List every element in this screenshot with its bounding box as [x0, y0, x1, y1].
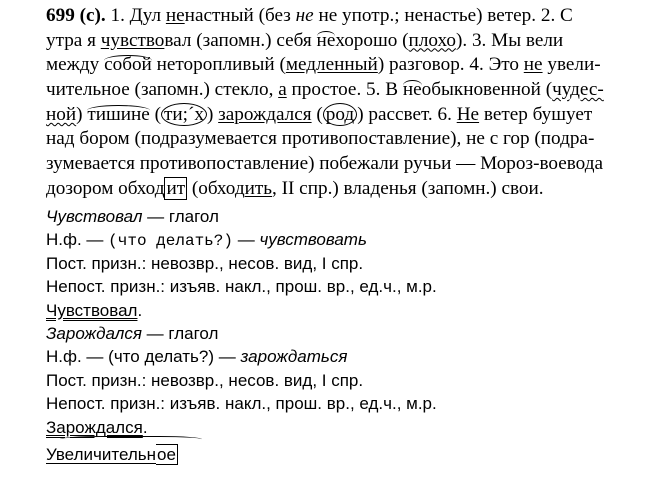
analysis-w1-head: Чувствовал — глагол	[46, 207, 219, 226]
synonym-medlenny: медленный	[285, 54, 378, 76]
prefix-ne: не	[165, 5, 185, 26]
morphological-analysis	[46, 205, 646, 466]
ending-box: ое	[157, 444, 176, 464]
exercise-line-6: над бором (подразумевается противопоставление), не с гор (подра-	[46, 128, 595, 150]
analysis-w2-nf: Н.ф. — (что делать?) — зарождаться	[46, 347, 348, 367]
conjunction-a: а	[278, 79, 287, 101]
prefix-ne-neobyknovennoy: не	[403, 78, 422, 103]
analysis-w2-head: Зарождался — глагол	[46, 323, 219, 343]
particle-ne: не	[523, 54, 543, 76]
morpheme-analysis	[46, 443, 646, 466]
analysis-w2-const: Пост. призн.: невозвр., несов. вид, I спр.	[46, 370, 364, 390]
synonym-chudesnoy-1: чудес-	[552, 79, 604, 101]
synonym-chudesnoy-2: ной	[46, 103, 77, 125]
particle-ne-veter: Не	[456, 103, 480, 125]
root-chuvstvo: чувство	[100, 29, 165, 51]
morpheme-word: Увеличительное	[46, 443, 178, 466]
analysis-w1-word: Чувствовал	[46, 207, 143, 226]
suffix-it: ить	[244, 177, 273, 199]
analysis-w1-role: Чувствовал.	[46, 300, 143, 320]
analysis-w2-word: Зарождался	[46, 323, 142, 343]
exercise-line-3: между собой неторопливый (медленный) разговор. 4. Это не увели-	[46, 53, 646, 78]
exercise-line-4: чительное (запомн.) стекло, а простое. 5. В необыкновенной (чудес-	[46, 78, 646, 103]
exercise-line-5: ной) тишине ( ти;´х ) зарождался ( род ) рассвет. 6. Не ветер бушует	[46, 103, 646, 128]
analysis-w1-const: Пост. призн.: невозвр., несов. вид, I спр.	[46, 253, 364, 273]
analysis-w1-nf: Н.ф. — (что делать?) — чувствовать	[46, 230, 367, 251]
exercise-line-1: 699 (с). 1. Дул ненастный (без не не употр.; ненастье) ветер. 2. С	[46, 5, 573, 26]
word-soboy: собой	[104, 53, 152, 78]
ending-it: ит	[166, 177, 186, 199]
analysis-w2-role: Зарождался.	[46, 417, 148, 437]
exercise-number: 699 (с).	[46, 5, 106, 26]
analysis-w2-nonconst: Непост. призн.: изъяв. накл., прош. вр., ед.ч., м.р.	[46, 394, 437, 414]
exercise-text	[46, 4, 646, 202]
root-tishine: тишине	[87, 103, 149, 128]
exercise-line-2: утра я чувствовал (запомн.) себя нехорошо (плохо). 3. Мы вели	[46, 29, 646, 54]
prefix-ne-marked: не	[317, 29, 336, 54]
exercise-line-7: зумевается противопоставление) побежали ручьи — Мороз-воевода	[46, 153, 603, 175]
check-word-rod: род	[323, 103, 357, 126]
verb-zarozhdalsya: зарождался	[218, 103, 312, 125]
check-word-tikh: ти;´х	[161, 103, 207, 126]
analysis-w1-nonconst: Непост. призн.: изъяв. накл., прош. вр., ед.ч., м.р.	[46, 277, 437, 297]
exercise-line-8: дозором обход ит (обходить, II спр.) владенья (запомн.) свои.	[46, 177, 544, 199]
root-arc-mark	[60, 436, 202, 447]
synonym-plokho: плохо	[408, 29, 456, 51]
